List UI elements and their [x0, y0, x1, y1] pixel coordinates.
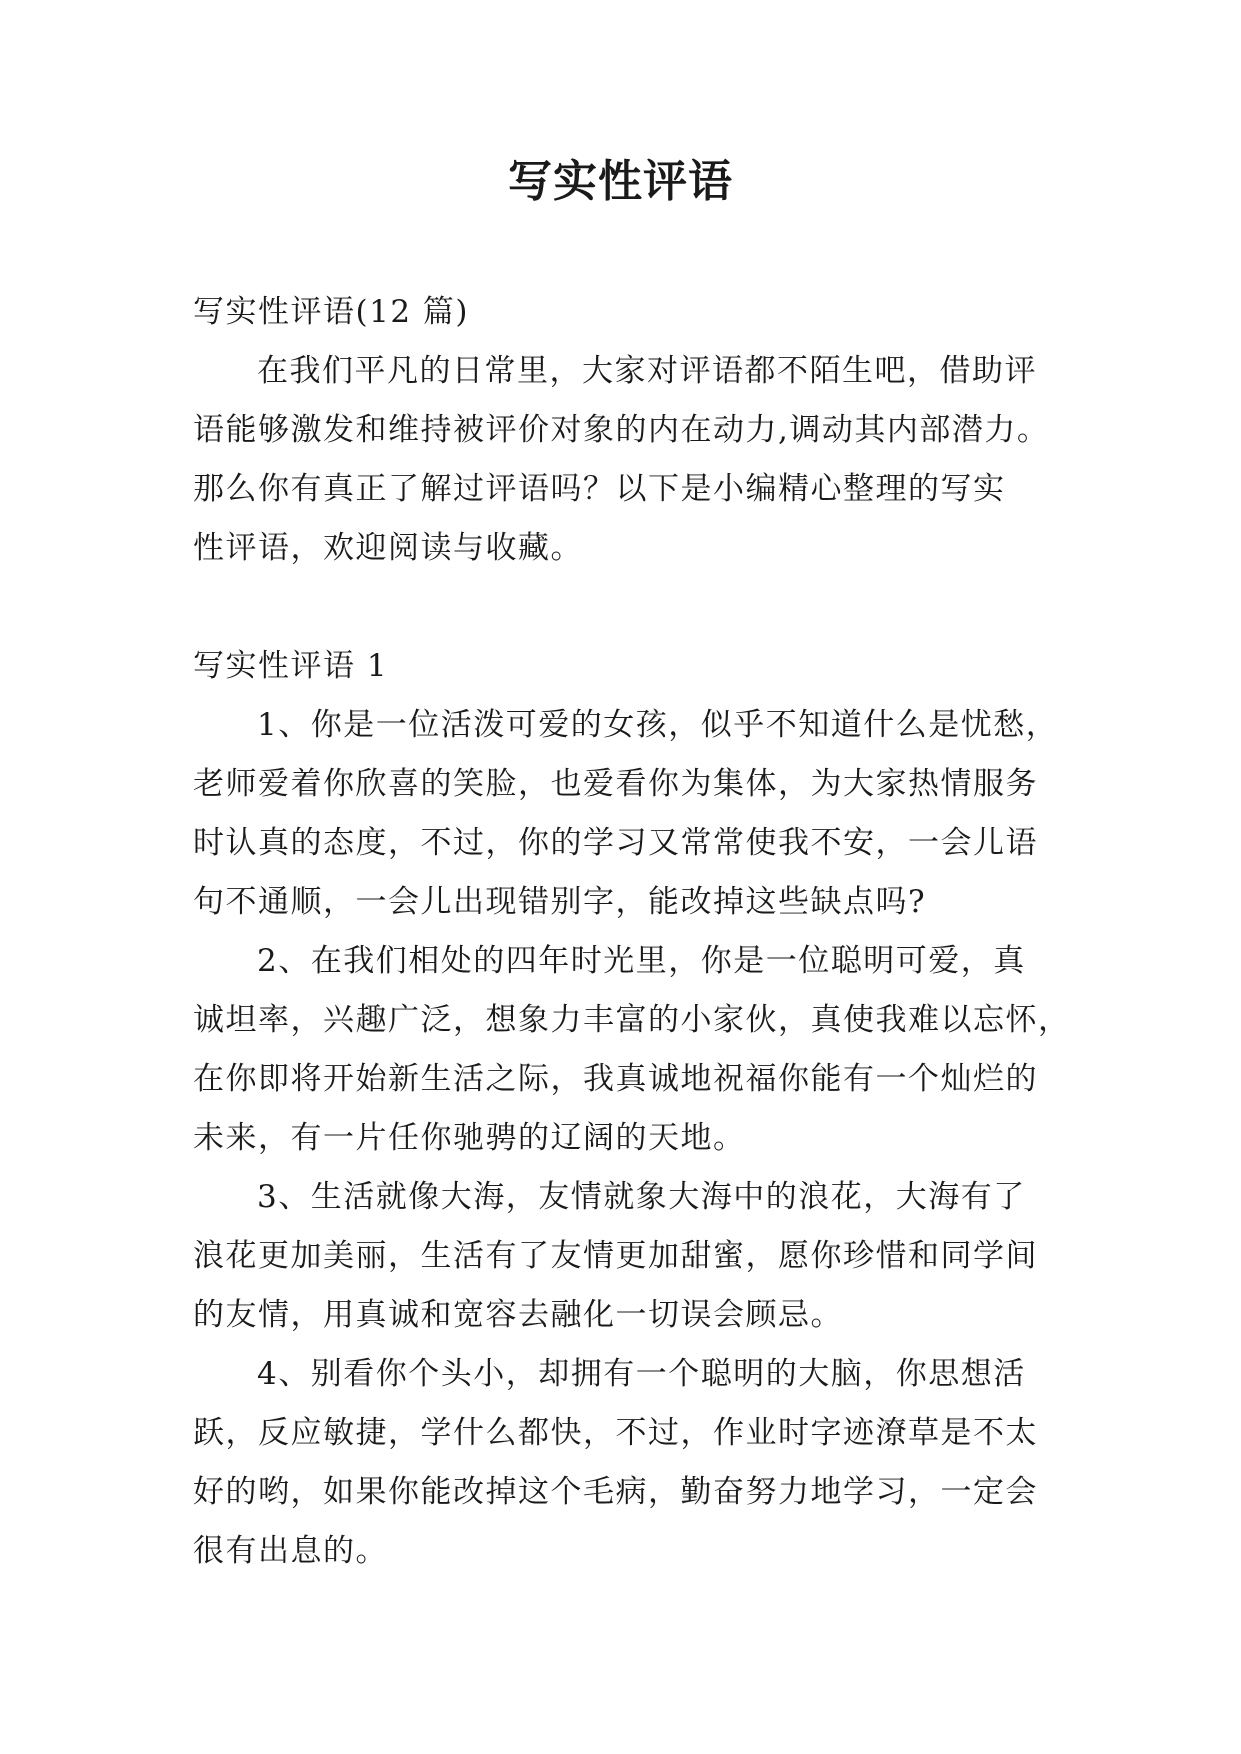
intro-line: 那么你有真正了解过评语吗？以下是小编精心整理的写实: [193, 471, 1006, 507]
comment-line: 在你即将开始新生活之际，我真诚地祝福你能有一个灿烂的: [193, 1061, 1038, 1097]
document-body: [193, 283, 1071, 1581]
comment-line: 4、别看你个头小，却拥有一个聪明的大脑，你思想活: [257, 1356, 1026, 1392]
comment-line: 好的哟，如果你能改掉这个毛病，勤奋努力地学习，一定会: [193, 1474, 1038, 1510]
comment-line: 浪花更加美丽，生活有了友情更加甜蜜，愿你珍惜和同学间: [193, 1238, 1038, 1274]
intro-line: 在我们平凡的日常里，大家对评语都不陌生吧，借助评: [257, 353, 1037, 389]
comment-line: 2、在我们相处的四年时光里，你是一位聪明可爱，真: [257, 943, 1026, 979]
document-title: 写实性评语: [508, 156, 733, 207]
document-subtitle: 写实性评语(12 篇): [193, 294, 469, 330]
comment-item-2: [193, 932, 1071, 1168]
comment-line: 很有出息的。: [193, 1533, 388, 1569]
comment-line: 1、你是一位活泼可爱的女孩，似乎不知道什么是忧愁，: [257, 707, 1059, 743]
section-heading: 写实性评语 1: [193, 648, 389, 684]
comment-line: 老师爱着你欣喜的笑脸，也爱看你为集体，为大家热情服务: [193, 766, 1038, 802]
intro-line: 语能够激发和维持被评价对象的内在动力,调动其内部潜力。: [193, 412, 1050, 448]
comment-line: 跃，反应敏捷，学什么都快，不过，作业时字迹潦草是不太: [193, 1415, 1038, 1451]
intro-paragraph: [193, 342, 1053, 578]
comment-line: 3、生活就像大海，友情就象大海中的浪花，大海有了: [257, 1179, 1026, 1215]
comment-line: 的友情，用真诚和宽容去融化一切误会顾忌。: [193, 1297, 843, 1333]
comment-item-4: [193, 1345, 1053, 1581]
spacer: [193, 578, 1053, 637]
comment-line: 时认真的态度，不过，你的学习又常常使我不安，一会儿语: [193, 825, 1038, 861]
comment-item-1: [193, 696, 1059, 932]
comment-line: 句不通顺，一会儿出现错别字，能改掉这些缺点吗?: [193, 884, 927, 920]
comment-line: 诚坦率，兴趣广泛，想象力丰富的小家伙，真使我难以忘怀，: [193, 1002, 1071, 1038]
intro-line: 性评语，欢迎阅读与收藏。: [193, 530, 583, 566]
comment-item-3: [193, 1168, 1053, 1345]
comment-line: 未来，有一片任你驰骋的辽阔的天地。: [193, 1120, 746, 1156]
